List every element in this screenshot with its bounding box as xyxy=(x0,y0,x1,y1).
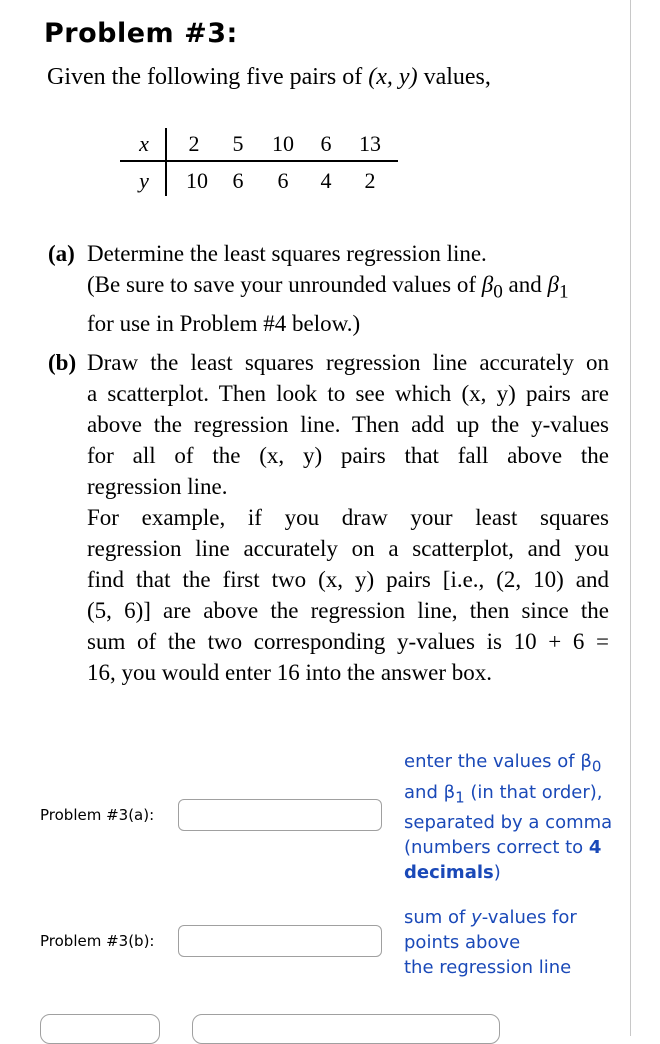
part-b-label: (b) xyxy=(48,350,77,375)
hint-line: points above xyxy=(404,932,521,953)
problem-intro xyxy=(47,64,491,91)
part-b-line: above the regression line. Then add up the y-values xyxy=(87,412,609,437)
table-cell-x: 10 xyxy=(272,131,294,156)
part-a-label: (a) xyxy=(48,241,75,266)
table-cell-x: 2 xyxy=(188,131,200,156)
table-cell-y: 10 xyxy=(186,168,208,193)
part-b-line: a scatterplot. Then look to see which (x, y) pairs are xyxy=(87,381,609,406)
part-a-line: for use in Problem #4 below.) xyxy=(87,310,361,336)
table-horizontal-rule xyxy=(120,160,398,162)
part-b-line: find that the first two (x, y) pairs [i.e., (2, 10) and xyxy=(87,567,609,592)
bottom-button-left[interactable] xyxy=(40,1014,160,1044)
part-a-text xyxy=(87,238,609,339)
part-b-text xyxy=(87,347,609,688)
answer-a-input[interactable] xyxy=(178,799,382,831)
table-cell-x: 5 xyxy=(232,131,244,156)
table-cell-x: 13 xyxy=(359,131,381,156)
answer-b-hint xyxy=(404,905,577,980)
part-a-line: Determine the least squares regression line. xyxy=(87,241,487,266)
part-a-line: (Be sure to save your unrounded values of $\beta_0$ and $\beta_1$ xyxy=(87,272,569,303)
table-vertical-rule xyxy=(165,128,167,196)
table-cell-y: 4 xyxy=(320,168,332,193)
part-b-line: regression line. xyxy=(87,474,228,499)
problem-title: Problem #3: xyxy=(44,18,238,49)
part-b-line: For example, if you draw your least squares xyxy=(87,505,609,530)
part-b-line: 16, you would enter 16 into the answer box. xyxy=(87,660,492,685)
part-b-line: for all of the (x, y) pairs that fall above the xyxy=(87,443,609,468)
table-cell-y: 6 xyxy=(277,168,289,193)
part-b-line: regression line accurately on a scatterplot, and you xyxy=(87,536,609,561)
intro-end: values, xyxy=(423,64,491,90)
hint-line: the regression line xyxy=(404,957,572,978)
answer-a-label: Problem #3(a): xyxy=(40,806,155,824)
part-b-line: sum of the two corresponding y-values is 10 + 6 = xyxy=(87,629,609,654)
part-b-line: (5, 6)] are above the regression line, then since the xyxy=(87,598,609,623)
hint-line: separated by a comma xyxy=(404,812,613,834)
hint-line: (numbers correct to 4 xyxy=(404,837,602,859)
answer-a-hint xyxy=(404,749,612,885)
answer-b-input[interactable] xyxy=(178,925,382,957)
table-y-label: y xyxy=(139,168,149,193)
beta0-symbol: β xyxy=(481,272,494,297)
table-x-label: x xyxy=(139,131,149,156)
table-cell-y: 6 xyxy=(232,168,244,193)
table-cell-x: 6 xyxy=(320,131,332,156)
part-b-line: Draw the least squares regression line accurately on xyxy=(87,350,609,375)
bottom-button-right[interactable] xyxy=(192,1014,500,1044)
beta1-symbol: β xyxy=(547,272,559,297)
hint-line: decimals) xyxy=(404,862,501,884)
hint-line: and $\beta_1$ (in that order), xyxy=(404,781,603,807)
hint-line: enter the values of $\beta_0$ xyxy=(404,751,602,776)
answer-b-label: Problem #3(b): xyxy=(40,932,155,950)
table-cell-y: 2 xyxy=(364,168,376,193)
hint-line: sum of y-values for xyxy=(404,907,577,928)
intro-text: Given the following five pairs of xyxy=(47,64,363,90)
intro-xy: (x, y) xyxy=(368,64,418,90)
